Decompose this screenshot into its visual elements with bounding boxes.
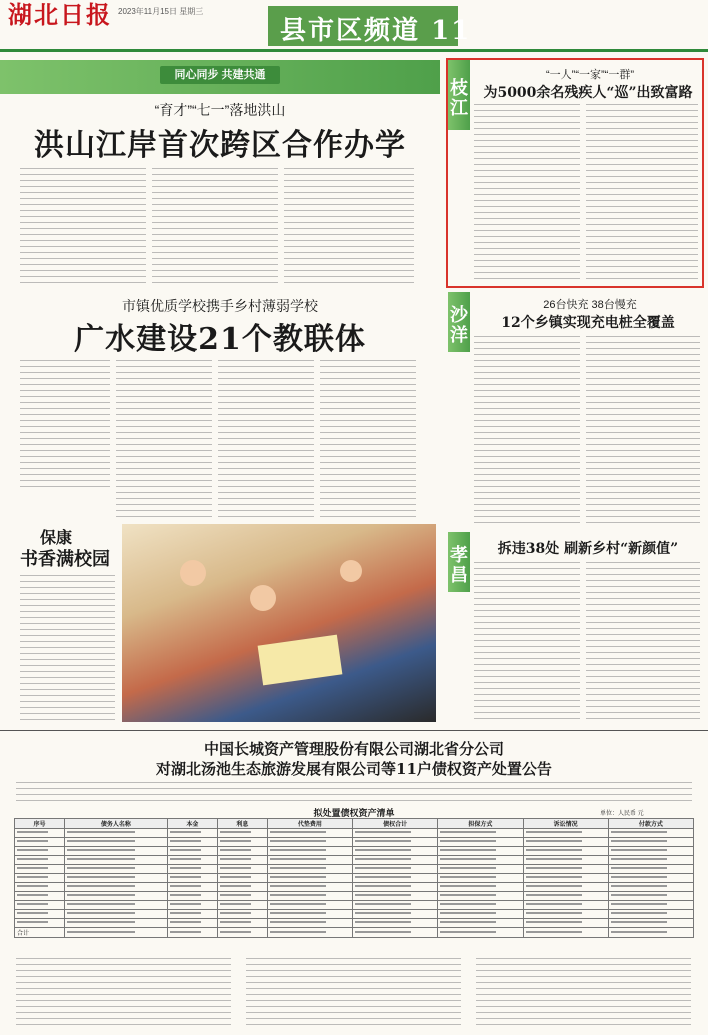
notice-terms-col3: [476, 958, 691, 1030]
asset-table: [14, 818, 694, 938]
table-cell: [267, 928, 352, 938]
table-header-cell: 代垫费用: [267, 819, 352, 829]
story-shayang-kicker: 26台快充 38台慢充: [543, 299, 637, 311]
child-face: [180, 560, 206, 586]
table-header-cell: 债务人名称: [64, 819, 167, 829]
table-cell: [523, 874, 608, 883]
table-cell: [608, 847, 693, 856]
table-header-cell: 债权合计: [353, 819, 438, 829]
table-cell: [438, 919, 523, 928]
table-cell: [353, 847, 438, 856]
table-cell: [438, 865, 523, 874]
table-cell: [608, 892, 693, 901]
table-row: [15, 910, 694, 919]
table-cell: [267, 865, 352, 874]
notice-terms-col1: [16, 958, 231, 1030]
table-cell: [217, 892, 267, 901]
table-cell: [523, 847, 608, 856]
table-cell: [64, 829, 167, 838]
table-cell: [15, 865, 65, 874]
table-cell: [608, 856, 693, 865]
table-cell: [64, 901, 167, 910]
table-cell: [217, 856, 267, 865]
section-label-shayang: 沙洋: [448, 292, 470, 352]
story2-body-col3: [218, 360, 314, 520]
story-xiaochang-headline: 拆违38处 刷新乡村“新颜值”: [497, 541, 679, 557]
table-cell: [438, 883, 523, 892]
notice-org: 中国长城资产管理股份有限公司湖北省分公司: [203, 740, 504, 758]
table-cell: [267, 847, 352, 856]
table-cell: [523, 829, 608, 838]
table-cell: [167, 892, 217, 901]
lead-body-col3: [284, 168, 414, 288]
table-cell: [64, 892, 167, 901]
table-cell: [15, 838, 65, 847]
table-row: [15, 838, 694, 847]
table-cell: [167, 874, 217, 883]
table-cell: [353, 928, 438, 938]
table-cell: [438, 910, 523, 919]
table-row: [15, 829, 694, 838]
table-cell: [438, 901, 523, 910]
table-cell: [438, 838, 523, 847]
table-cell: [217, 829, 267, 838]
notice-title: 对湖北汤池生态旅游发展有限公司等11户债权资产处置公告: [156, 760, 552, 778]
table-cell: [64, 865, 167, 874]
table-cell: [267, 838, 352, 847]
table-cell: [167, 883, 217, 892]
table-cell: [167, 856, 217, 865]
table-row: [15, 865, 694, 874]
table-cell: [64, 910, 167, 919]
table-cell: [608, 838, 693, 847]
table-cell: [353, 901, 438, 910]
table-cell: [267, 892, 352, 901]
table-cell: [523, 910, 608, 919]
table-cell: [267, 901, 352, 910]
lead-headline: 洪山江岸首次跨区合作办学: [34, 128, 406, 163]
table-cell: [15, 901, 65, 910]
table-cell: [608, 919, 693, 928]
table-row: [15, 883, 694, 892]
table-cell: [217, 874, 267, 883]
table-cell: [608, 865, 693, 874]
story-zhijiang-body-col2: [586, 104, 698, 284]
story2-kicker: 市镇优质学校携手乡村薄弱学校: [122, 298, 318, 314]
table-cell: [15, 919, 65, 928]
table-cell: [217, 928, 267, 938]
table-cell: [523, 928, 608, 938]
table-cell: [64, 838, 167, 847]
table-cell: [167, 838, 217, 847]
table-cell: [353, 856, 438, 865]
issue-date: 2023年11月15日 星期三: [118, 7, 204, 16]
table-cell: [217, 838, 267, 847]
table-cell: [438, 892, 523, 901]
table-cell: [64, 928, 167, 938]
table-cell: [353, 910, 438, 919]
table-cell: [267, 910, 352, 919]
table-cell: [167, 847, 217, 856]
table-cell: [15, 874, 65, 883]
table-cell: [217, 910, 267, 919]
story2-body-col4: [320, 360, 416, 520]
table-cell: [15, 910, 65, 919]
table-header-cell: 序号: [15, 819, 65, 829]
table-cell: [523, 919, 608, 928]
table-cell: [167, 928, 217, 938]
newspaper-logo: 湖北日报: [8, 0, 112, 29]
table-cell: [608, 829, 693, 838]
table-cell: [353, 865, 438, 874]
table-row: [15, 847, 694, 856]
table-cell: [15, 892, 65, 901]
table-cell: [608, 910, 693, 919]
photo-kicker: 保康: [40, 528, 73, 547]
table-cell: [353, 874, 438, 883]
photo-caption-body: [20, 575, 115, 720]
table-cell: [64, 883, 167, 892]
page-number: 11: [431, 16, 472, 46]
table-cell: [353, 919, 438, 928]
table-header-cell: 本金: [167, 819, 217, 829]
story-shayang-body-col2: [586, 336, 700, 526]
table-header-cell: 诉讼情况: [523, 819, 608, 829]
table-cell: 合计: [15, 928, 65, 938]
table-cell: [523, 856, 608, 865]
table-cell: [217, 919, 267, 928]
story2-headline: 广水建设21个教联体: [74, 322, 366, 357]
lead-ribbon: 同心同步 共建共通: [160, 66, 280, 84]
table-cell: [267, 919, 352, 928]
section-label-xiaochang: 孝昌: [448, 532, 470, 592]
table-cell: [15, 883, 65, 892]
story-xiaochang-body-col2: [586, 562, 700, 722]
table-cell: [523, 892, 608, 901]
table-cell: [438, 874, 523, 883]
table-cell: [523, 901, 608, 910]
child-face: [250, 585, 276, 611]
table-cell: [267, 874, 352, 883]
table-cell: [438, 928, 523, 938]
story-shayang-body-col1: [474, 336, 580, 526]
table-header-cell: 担保方式: [438, 819, 523, 829]
story2-body-col2: [116, 360, 212, 520]
table-cell: [64, 856, 167, 865]
table-cell: [353, 838, 438, 847]
child-face: [340, 560, 362, 582]
table-cell: [438, 829, 523, 838]
table-cell: [353, 892, 438, 901]
story-shayang-headline: 12个乡镇实现充电桩全覆盖: [501, 315, 675, 331]
story-zhijiang-headline: 为5000余名残疾人“巡”出致富路: [483, 85, 693, 101]
table-cell: [217, 883, 267, 892]
table-cell: [15, 829, 65, 838]
table-header-cell: 利息: [217, 819, 267, 829]
table-cell: [167, 919, 217, 928]
table-cell: [267, 856, 352, 865]
table-cell: [608, 928, 693, 938]
photo-headline: 书香满校园: [20, 549, 110, 570]
table-header-cell: 付款方式: [608, 819, 693, 829]
table-row: [15, 892, 694, 901]
table-cell: [438, 856, 523, 865]
table-cell: [523, 838, 608, 847]
story2-body-col1: [20, 360, 110, 490]
lead-body-col2: [152, 168, 278, 288]
table-cell: [64, 874, 167, 883]
table-cell: [167, 901, 217, 910]
table-cell: [608, 901, 693, 910]
table-row: [15, 919, 694, 928]
story-zhijiang-body-col1: [474, 104, 580, 284]
table-cell: [267, 883, 352, 892]
lead-body-col1: [20, 168, 146, 288]
table-cell: [64, 847, 167, 856]
notice-terms-col2: [246, 958, 461, 1030]
children-reading-photo: [122, 524, 436, 722]
table-cell: [217, 865, 267, 874]
table-cell: [353, 829, 438, 838]
notice-intro: [16, 782, 692, 804]
page-title: 县市区频道 11: [280, 16, 472, 46]
table-cell: [608, 883, 693, 892]
table-cell: [15, 856, 65, 865]
table-total-row: [15, 928, 694, 938]
table-cell: [353, 883, 438, 892]
table-cell: [267, 829, 352, 838]
table-row: [15, 901, 694, 910]
story-zhijiang-kicker: “一人”“一家”“一群”: [546, 69, 634, 81]
section-label-zhijiang: 枝江: [448, 60, 470, 130]
notice-divider: [0, 730, 708, 731]
table-cell: [167, 865, 217, 874]
table-unit: 单位：人民币 元: [600, 811, 644, 817]
table-cell: [438, 847, 523, 856]
table-cell: [167, 910, 217, 919]
story-xiaochang-body-col1: [474, 562, 580, 722]
table-title: 拟处置债权资产清单: [313, 808, 395, 818]
asset-table-wrap: [14, 818, 694, 938]
table-cell: [64, 919, 167, 928]
lead-kicker: “育才”“七一”落地洪山: [154, 102, 286, 118]
table-row: [15, 874, 694, 883]
table-cell: [15, 847, 65, 856]
table-cell: [167, 829, 217, 838]
table-cell: [523, 883, 608, 892]
table-cell: [608, 874, 693, 883]
table-cell: [217, 847, 267, 856]
table-header-row: [15, 819, 694, 829]
table-row: [15, 856, 694, 865]
table-cell: [217, 901, 267, 910]
table-cell: [523, 865, 608, 874]
